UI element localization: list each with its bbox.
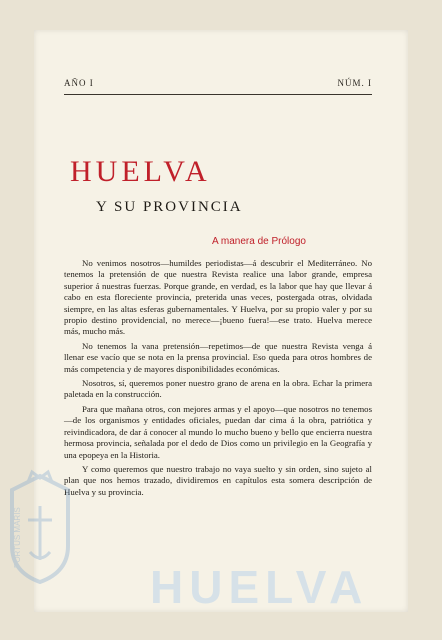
paragraph: No venimos nosotros—humildes periodistas—á descubrir el Mediterráneo. No tenemos la pretensión de que nuestra Revista realice una labor grande, empresa superior á nuestras fuerzas. Porque grande, en verdad, es la labor que hay que llevar á cabo en esta floreciente provincia, preterida unas veces, postergada otras, olvidada siempre, en las altas esferas gubernamentales. Y Huelva, por su propio valer y por su propio destino providencial, no merece—¡bueno fuera!—ese trato. Huelva merece más, mucho más. — [64, 258, 372, 337]
seal-lettering: PORTUS MARIS — [13, 507, 22, 568]
paragraph: No tenemos la vana pretensión—repetimos—de que nuestra Revista venga á llenar ese vacío que se nota en la prensa provincial. Eso queda para otros hombres de más competencia y de mayores disponibilidades económicas. — [64, 340, 372, 374]
issue-header — [64, 78, 372, 90]
watermark-seal-icon — [6, 468, 74, 588]
magazine-title: HUELVA — [70, 155, 211, 188]
year-label: AÑO I — [64, 78, 94, 88]
section-heading: A manera de Prólogo — [212, 236, 306, 247]
article-body — [64, 258, 372, 501]
paragraph: Para que mañana otros, con mejores armas y el apoyo—que nosotros no tenemos—de los organismos y entidades oficiales, puedan dar cima á la obra, patriótica y reivindicadora, de dar á conocer al mundo lo mucho bueno y bello que encierra nuestra hermosa provincia, señalada por el dedo de Dios como un privilegio en la Geografía y una epopeya en la Historia. — [64, 403, 372, 460]
magazine-subtitle: Y SU PROVINCIA — [96, 199, 243, 215]
header-rule — [64, 94, 372, 95]
paragraph: Nosotros, sí, queremos poner nuestro grano de arena en la obra. Echar la primera paletada en la construcción. — [64, 378, 372, 400]
issue-number: NÚM. I — [337, 78, 372, 88]
watermark-text: HUELVA — [150, 561, 369, 613]
paragraph: Y como queremos que nuestro trabajo no vaya suelto y sin orden, sino sujeto al plan que nos hemos trazado, dividiremos en capítulos esta somera descripción de Huelva y su provincia. — [64, 463, 372, 497]
